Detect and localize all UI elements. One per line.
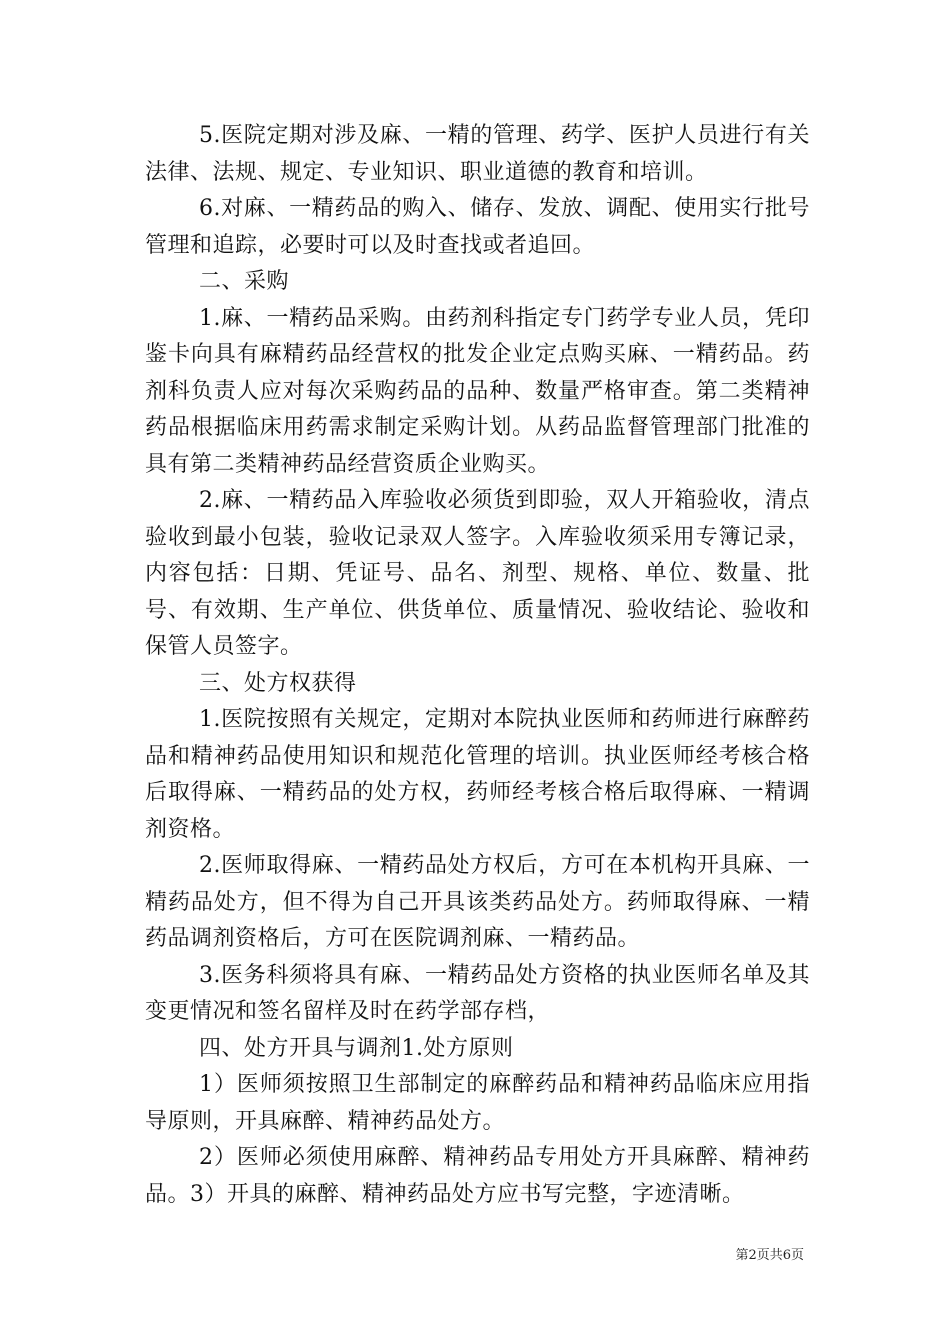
paragraph-special-prescription: 2）医师必须使用麻醉、精神药品专用处方开具麻醉、精神药品。3）开具的麻醉、精神药品处方应书写完整，字迹清晰。 (145, 1145, 810, 1207)
paragraph-batch-tracking: 6.对麻、一精药品的购入、储存、发放、调配、使用实行批号管理和追踪，必要时可以及时查找或者追回。 (145, 196, 810, 258)
paragraph-receiving-inspection: 2.麻、一精药品入库验收必须货到即验，双人开箱验收，清点验收到最小包装，验收记录双人签字。入库验收须采用专簿记录，内容包括：日期、凭证号、品名、剂型、规格、单位、数量、批号、有效期、生产单位、供货单位、质量情况、验收结论、验收和保管人员签字。 (145, 488, 810, 659)
paragraph-procurement: 1.麻、一精药品采购。由药剂科指定专门药学专业人员，凭印鉴卡向具有麻精药品经营权的批发企业定点购买麻、一精药品。药剂科负责人应对每次采购药品的品种、数量严格审查。第二类精神药品根据临床用药需求制定采购计划。从药品监督管理部门批准的具有第二类精神药品经营资质企业购买。 (145, 305, 810, 477)
paragraph-training: 5.医院定期对涉及麻、一精的管理、药学、医护人员进行有关法律、法规、规定、专业知识、职业道德的教育和培训。 (145, 123, 810, 185)
paragraph-physician-list: 3.医务科须将具有麻、一精药品处方资格的执业医师名单及其变更情况和签名留样及时在药学部存档， (145, 962, 810, 1024)
section-heading-prescribing: 四、处方开具与调剂1.处方原则 (199, 1035, 514, 1061)
section-heading-prescription-rights: 三、处方权获得 (199, 670, 357, 696)
paragraph-prescription-usage: 2.医师取得麻、一精药品处方权后，方可在本机构开具麻、一精药品处方，但不得为自己开具该类药品处方。药师取得麻、一精药品调剂资格后，方可在医院调剂麻、一精药品。 (145, 853, 810, 951)
paragraph-guidelines: 1）医师须按照卫生部制定的麻醉药品和精神药品临床应用指导原则，开具麻醉、精神药品处方。 (145, 1072, 810, 1134)
section-heading-procurement: 二、采购 (199, 269, 290, 294)
page-number: 第2页共6页 (735, 1248, 804, 1263)
paragraph-prescription-training: 1.医院按照有关规定，定期对本院执业医师和药师进行麻醉药品和精神药品使用知识和规范化管理的培训。执业医师经考核合格后取得麻、一精药品的处方权，药师经考核合格后取得麻、一精调剂资格。 (145, 707, 810, 842)
document-body (145, 118, 810, 1213)
